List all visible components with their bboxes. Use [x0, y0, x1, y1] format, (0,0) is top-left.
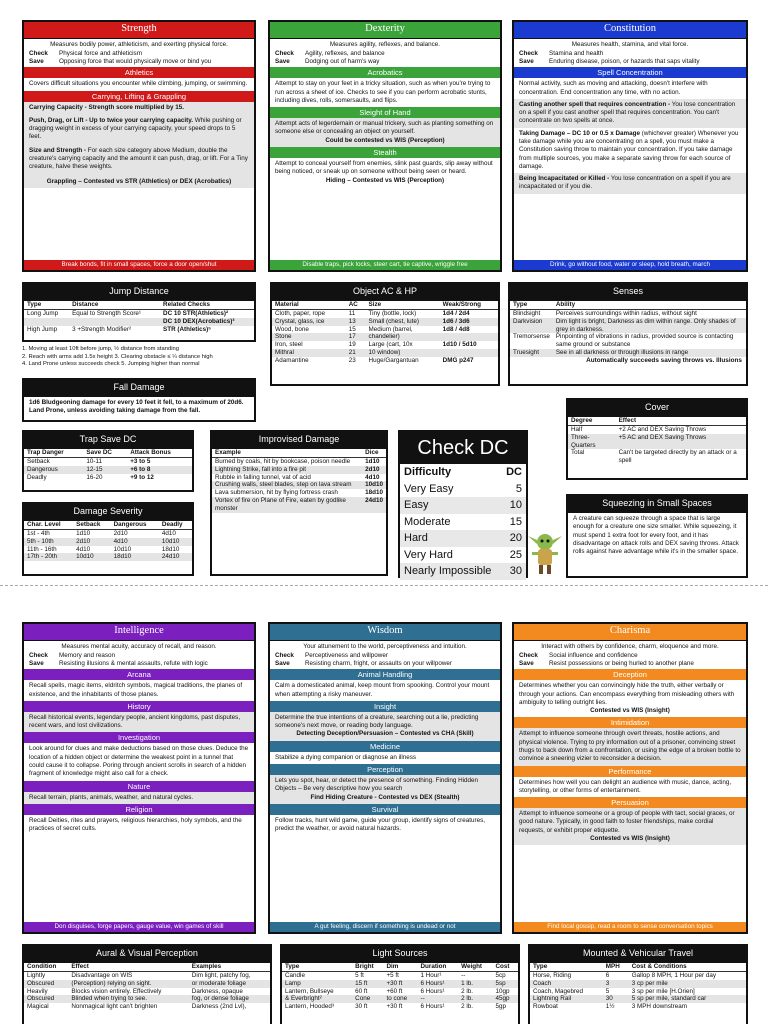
table-row: [568, 449, 746, 465]
table-cell: 15: [348, 325, 356, 333]
table-cell: +5 AC and DEX Saving Throws: [618, 433, 707, 441]
table-cell: 16-20: [86, 473, 103, 481]
table-cell: 5: [515, 482, 522, 495]
table-cell: High Jump: [27, 325, 58, 333]
table-cell: Setback: [27, 457, 50, 465]
table-header: Weight: [458, 963, 492, 971]
table-cell: Coach: [533, 979, 552, 987]
table-header: Examples: [189, 963, 270, 971]
table-cell: Large (cart, 10x: [368, 341, 413, 349]
table-row: [530, 971, 746, 979]
dexterity-title: Dexterity: [270, 22, 500, 39]
table-row: [530, 995, 746, 1003]
table-row: [400, 481, 526, 498]
table-cell: 3 +Strength Modifier²: [72, 325, 132, 333]
table-cell: 3 sp per mile [H.Orien]: [631, 987, 695, 995]
table-cell: 5 ft: [355, 971, 364, 979]
table-cell: 10d10: [76, 553, 94, 561]
table-row: [212, 481, 386, 489]
fall-damage-panel: Fall Damage 1d6 Bludgeoning damage for every 10 feet it fell, to a maximum of 20d6. Land Prone, unless avoiding taking damage from the fall.: [22, 378, 256, 422]
athletics-header: Athletics: [24, 67, 254, 78]
table-cell: +60 ft: [386, 987, 403, 995]
table-cell: 11th - 16th: [27, 545, 57, 553]
table-row: [282, 1003, 518, 1011]
table-cell: +9 to 12: [130, 473, 154, 481]
table-cell: 3 MPH downstream: [631, 1003, 687, 1011]
table-cell: +30 ft: [386, 1003, 403, 1011]
page-divider: [0, 585, 768, 586]
table-cell: 1d6 / 3d6: [442, 317, 470, 325]
check-dc-title: Check DC: [400, 432, 526, 464]
table-cell: See in all darkness or through illusions in range: [555, 349, 689, 357]
check-dc-table: [400, 464, 526, 580]
severity-table: [24, 521, 192, 561]
table-cell: +6 to 8: [130, 465, 151, 473]
table-row: [510, 318, 746, 334]
table-cell: 15: [509, 515, 522, 528]
table-cell: +2 AC and DEX Saving Throws: [618, 425, 707, 433]
table-row: [530, 1003, 746, 1011]
table-cell: Total: [571, 449, 585, 457]
table-cell: +30 ft: [386, 979, 403, 987]
dexterity-panel: Dexterity Measures agility, reflexes, and balance. Check Agility, reflexes, and balance Save Dodging out of harm's way Acrobatics Attempt to stay on your feet in a tricky situation, such as when you're trying to run across a sheet of ice. Checks to see if you can perform acrobatic stunts, including dives, rolls, somersaults, and flips. Sleight of Hand Attempt acts of legerdemain or manual trickery, such as planting something on someone else or concealing an object on yourself. Could be contested vs WIS (Perception) Stealth Attempt to conceal yourself from enemies, slink past guards, slip away without being noticed, or sneak up on someone without being seen or heard. Hiding – Contested vs WIS (Perception) Disable traps, pick locks, steer cart, tie captive, wriggle free: [268, 20, 502, 272]
table-row: [272, 349, 498, 357]
table-cell: 45gp: [495, 995, 510, 1003]
table-cell: Darkness (2nd Lvl),: [191, 1003, 247, 1011]
table-header: Dim: [383, 963, 417, 971]
table-cell: Dangerous: [27, 465, 58, 473]
table-cell: 5th - 10th: [27, 537, 54, 545]
table-cell: Lava submersion, hit by flying fortress crash: [215, 489, 338, 497]
table-cell: Small (chest, lute): [368, 317, 419, 325]
table-cell: & Everbright²: [285, 995, 322, 1003]
table-row: [400, 547, 526, 564]
sleight-text: Attempt acts of legerdemain or manual trickery, such as planting something on someone else or concealing an object on yourself. Could be contested vs WIS (Perception): [270, 118, 500, 147]
table-cell: 1 lb.: [461, 979, 474, 987]
concentration-header: Spell Concentration: [514, 67, 746, 78]
table-row: [24, 971, 270, 979]
table-cell: 2 lb.: [461, 995, 474, 1003]
table-cell: Long Jump: [27, 309, 59, 317]
table-cell: 3: [605, 979, 610, 987]
table-header: DC: [506, 466, 522, 478]
damage-severity-panel: Damage Severity Char. Level Setback Dangerous Deadly 1st - 4th 1d10 2d10 4d10 5th - 10th 2d10 4d10 10d10 11th - 16th 4d10 10d10 18d10 17th - 20th 10d10 18d10 24d10: [22, 502, 194, 576]
table-header: Duration: [417, 963, 458, 971]
table-header: Material: [272, 301, 346, 309]
table-row: [272, 318, 498, 326]
table-row: [24, 553, 192, 561]
table-cell: Lightning Rail: [533, 995, 572, 1003]
table-row: [24, 1003, 270, 1011]
table-cell: Stone: [275, 333, 292, 341]
table-cell: Lightning Strike, fall into a fire pit: [215, 465, 307, 473]
table-cell: chandelier): [368, 333, 400, 341]
improvised-damage-panel: Improvised Damage Example Dice Burned by coals, hit by bookcase, poison needle 1d10 Lightning Strike, fall into a fire pit 2d10 Rubble in falling tunnel, vat of acid 4d10 Crushing walls, steel blades, step on lava stream 10d10 Lava submersion, hit by flying fortress crash 18d10 Vortex of fire on Plane of Fire, eaten by godlike monster 24d10: [210, 430, 388, 576]
table-cell: [440, 333, 498, 341]
table-header: Distance: [69, 301, 160, 309]
table-cell: 2 lb.: [461, 987, 474, 995]
table-cell: Crushing walls, steel blades, step on lava stream: [215, 481, 352, 489]
trap-table: [24, 449, 192, 481]
table-cell: Can't be targeted directly by an attack or a spell: [618, 449, 737, 465]
table-cell: 4d10: [76, 545, 91, 553]
table-cell: Magical: [27, 1003, 49, 1011]
table-cell: 6: [605, 971, 610, 979]
table-cell: Pinpointing of vibrations in radius, provided source is contacting same ground or substance: [555, 333, 734, 349]
table-cell: Three-Quarters: [571, 433, 596, 449]
table-row: [510, 309, 746, 317]
table-cell: 6 Hours¹: [420, 1003, 445, 1011]
table-row: [400, 497, 526, 514]
table-cell: 60 ft: [355, 987, 368, 995]
table-row: [530, 980, 746, 988]
table-cell: Disadvantage on WIS: [71, 971, 133, 979]
light-sources-panel: Light Sources Type Bright Dim Duration Weight Cost Candle 5 ft +5 ft 1 Hour¹ -- 5cp Lamp 15 ft +30 ft 6 Hours¹ 1 lb. 5sp Lantern, Bullseye 60 ft +60 ft 6 Hours¹ 2 lb. 10gp & Everbright² Cone to cone -- 2 lb. 45gp Lantern, Hooded³ 30 ft +30 ft 6 Hours¹ 2 lb. 5gp: [280, 944, 520, 1024]
table-cell: Dim light is bright, Darkness as dim within range. Only shades of grey in darkness.: [555, 317, 736, 333]
improvised-table: [212, 449, 386, 513]
carry-header: Carrying, Lifting & Grappling: [24, 91, 254, 102]
jump-table: [24, 301, 254, 333]
table-cell: 10: [509, 499, 522, 511]
table-cell: 19: [348, 341, 356, 349]
table-cell: [24, 318, 69, 326]
table-cell: to cone: [386, 995, 408, 1003]
jump-notes: 1. Moving at least 10ft before jump, ½ distance from standing 2. Reach with arms add 1.5x height 3. Clearing obstacle ≤ ¼ distance high 4. Land Prone unless succeeds check 5. Jumping higher than normal: [22, 346, 213, 368]
table-cell: Tiny (bottle, lock): [368, 309, 417, 317]
table-header: Type: [24, 301, 69, 309]
table-cell: Cloth, paper, rope: [275, 309, 326, 317]
table-row: [24, 995, 270, 1003]
table-row: [282, 980, 518, 988]
table-cell: 2d10: [76, 537, 91, 545]
table-row: [400, 530, 526, 547]
table-cell: 10 window): [368, 349, 401, 357]
table-cell: 1d4 / 2d4: [442, 309, 470, 317]
goblin-mascot-icon: [528, 528, 562, 576]
stealth-text: Attempt to conceal yourself from enemies, slink past guards, slip away without being noticed, or sneak up on someone without being seen or heard. Hiding – Contested vs WIS (Perception): [275, 159, 493, 184]
table-cell: Obscured: [27, 995, 55, 1003]
table-header: Cost: [492, 963, 518, 971]
table-cell: Wood, bone: [275, 325, 309, 333]
table-header: Type: [530, 963, 603, 971]
trap-save-panel: Trap Save DC Trap Danger Save DC Attack Bonus Setback 10-11 +3 to 5 Dangerous 12-15 +6 to 8 Deadly 16-20 +9 to 12: [22, 430, 194, 492]
travel-panel: Mounted & Vehicular Travel Type MPH Cost & Conditions Horse, Riding 6 Gallop 8 MPH, 1 Hour per day Coach 3 3 cp per mile Coach, Magebred 5 3 sp per mile [H.Orien] Lightning Rail 30 5 sp per mile, standard car Rowboat 1½ 3 MPH downstream: [528, 944, 748, 1024]
table-cell: --: [461, 971, 466, 979]
cover-table: [568, 417, 746, 465]
table-cell: 25: [509, 548, 522, 561]
table-row: [24, 474, 192, 482]
table-header: Char. Level: [24, 521, 73, 529]
table-cell: fog, or dense foliage: [191, 995, 249, 1003]
table-row: [568, 425, 746, 433]
table-row: [24, 457, 192, 465]
table-cell: Tremorsense: [513, 333, 550, 341]
table-row: [510, 349, 746, 357]
table-row: [24, 529, 192, 537]
table-header: AC: [346, 301, 366, 309]
table-row: [24, 466, 192, 474]
table-header: Degree: [568, 417, 616, 425]
table-cell: Easy: [404, 499, 429, 511]
grapple-rule: Grappling – Contested vs STR (Athletics) or DEX (Acrobatics): [46, 177, 232, 185]
table-row: [24, 309, 254, 317]
table-cell: Obscured: [27, 979, 55, 987]
table-row: [24, 318, 254, 326]
dexterity-description: Measures agility, reflexes, and balance.: [329, 41, 441, 48]
table-row: [212, 497, 386, 513]
table-cell: 10-11: [86, 457, 103, 465]
table-cell: +5 ft: [386, 971, 399, 979]
acrobatics-header: Acrobatics: [270, 67, 500, 78]
squeezing-panel: Squeezing in Small Spaces A creature can squeeze through a space that is large enough for a creature one size smaller. While squeezing, it must spend 1 extra foot for every foot, and it has disadvantage on attack rolls and DEX saving throws. Attack rolls against have advantage while it's in the smaller space.: [566, 494, 748, 578]
table-cell: 1st - 4th: [27, 529, 50, 537]
table-cell: 12-15: [86, 465, 103, 473]
table-cell: DC 10 STR(Athletics)²: [163, 309, 229, 317]
table-header: Condition: [24, 963, 68, 971]
table-header: Deadly: [159, 521, 192, 529]
table-header: Related Checks: [160, 301, 254, 309]
table-cell: Vortex of fire on Plane of Fire, eaten by godlike monster: [215, 497, 346, 513]
table-cell: 15 ft: [355, 979, 368, 987]
table-cell: 3 cp per mile: [631, 979, 668, 987]
table-cell: Medium (barrel,: [368, 325, 413, 333]
table-cell: Darkvision: [513, 317, 543, 325]
dexterity-footer: Disable traps, pick locks, steer cart, tie captive, wriggle free: [270, 260, 500, 270]
table-cell: 24d10: [365, 497, 383, 505]
table-cell: 10gp: [495, 987, 510, 995]
table-row: [212, 489, 386, 497]
table-cell: Huge/Gargantuan: [368, 357, 419, 365]
table-cell: 1d8 / 4d8: [442, 325, 470, 333]
table-cell: Iron, steel: [275, 341, 303, 349]
table-cell: STR (Athletics)⁵: [163, 325, 212, 333]
cover-panel: Cover Degree Effect Half +2 AC and DEX Saving Throws Three-Quarters +5 AC and DEX Saving Throws Total Can't be targeted directly by an attack or a spell: [566, 398, 748, 480]
table-cell: 30: [605, 995, 613, 1003]
table-cell: 1 Hour¹: [420, 971, 442, 979]
table-row: [530, 988, 746, 996]
table-header: Effect: [616, 417, 746, 425]
table-row: [24, 980, 270, 988]
table-cell: or moderate foliage: [191, 979, 247, 987]
table-cell: 23: [348, 357, 356, 365]
table-header: Dangerous: [111, 521, 159, 529]
table-cell: Half: [571, 425, 583, 433]
table-row: [568, 434, 746, 450]
table-cell: Coach, Magebred: [533, 987, 584, 995]
wisdom-panel: Wisdom Your attunement to the world, perceptiveness and intuition. Check Perceptiveness and willpower Save Resisting charm, fright, or assaults on your willpower Animal Handling Calm a domesticated animal, keep mount from spooking. Control your mount when attempting a risky maneuver. Insight Determine the true intentions of a creature, searching out a lie, predicting someone's next move, or reading body language. Detecting Deception/Persuasion – Contested vs CHA (Skill) Medicine Stabilize a dying companion or diagnose an illness Perception Lets you spot, hear, or detect the presence of something. Finding Hidden Objects – Be very descriptive how you search Find Hiding Creature - Contested vs DEX (Stealth) Survival Follow tracks, hunt wild game, guide your group, identify signs of creatures, predict the weather, or avoid natural hazards. A gut feeling, discern if something is undead or not: [268, 622, 502, 934]
table-header: Dice: [362, 449, 386, 457]
table-cell: Nearly Impossible: [404, 565, 492, 577]
strength-check-save: Check Physical force and athleticism Save Opposing force that would physically move or bind you: [29, 49, 212, 66]
table-cell: 20: [509, 532, 522, 544]
table-cell: Mithral: [275, 349, 294, 357]
table-cell: DC 10 DEX(Acrobatics)³: [163, 317, 235, 325]
table-header: Weak/Strong: [440, 301, 498, 309]
table-cell: 4d10: [365, 473, 380, 481]
table-row: [400, 514, 526, 531]
table-cell: Horse, Riding: [533, 971, 572, 979]
table-cell: Perceives surroundings within radius, without sight: [555, 309, 697, 317]
table-cell: Blocks vision entirely. Effectively: [71, 987, 162, 995]
table-cell: Equal to Strength Score¹: [72, 309, 142, 317]
table-cell: 2d10: [365, 465, 380, 473]
object-ac-panel: Object AC & HP Material AC Size Weak/Strong Cloth, paper, rope 11 Tiny (bottle, lock) 1d4 / 2d4 Crystal, glass, ice 13 Small (chest, lute) 1d6 / 3d6 Wood, bone 15 Medium (barrel, 1d8 / 4d8 Stone 17 chandelier) Iron, steel 19 Large (cart, 10x 1d10 / 5d10 Mithral 21 10 window) Adamantine 23 Huge/Gargantuan DMG p247: [270, 282, 500, 386]
charisma-panel: Charisma Interact with others by confidence, charm, eloquence and more. Check Social influence and confidence Save Resist possessions or being hurled to another plane Deception Determines whether you can convincingly hide the truth, either verbally or through your actions. Can encompass everything from misleading others with ambiguity to telling outright lies. Contested vs WIS (Insight) Intimidation Attempt to influence someone through overt threats, hostile actions, and physical violence. Trying to pry information out of a prisoner, convincing street thugs to back down from a confrontation, or using the edge of a broken bottle to convince a sneering vizier to reconsider a decision. Performance Determines how well you can delight an audience with music, dance, acting, storytelling, or other forms of entertainment. Persuasion Attempt to influence someone or a group of people with tact, social graces, or good nature. Typically, in good faith to foster friendships, make cordial requests, or exhibit proper etiquette. Contested vs WIS (Insight) Find local gossip, read a room to sense conversation topics: [512, 622, 748, 934]
table-cell: Nonmagical light can't brighten: [71, 1003, 158, 1011]
table-cell: 30 ft: [355, 1003, 368, 1011]
table-cell: Rubble in falling tunnel, vat of acid: [215, 473, 311, 481]
table-cell: Rowboat: [533, 1003, 558, 1011]
table-header: Setback: [73, 521, 110, 529]
table-cell: Hard: [404, 532, 428, 544]
table-cell: 18d10: [161, 545, 180, 553]
table-cell: Moderate: [404, 515, 451, 528]
table-header: Example: [212, 449, 362, 457]
constitution-panel: Constitution Measures health, stamina, and vital force. Check Stamina and health Save Enduring disease, poison, or hazards that saps vitality Spell Concentration Normal activity, such as moving and attacking, doesn't interfere with concentration. End concentration any time, with no action. Casting another spell that requires concentration - You lose concentration on a spell if you cast another spell that requires concentration. You can't concentrate on two spells at once. Taking Damage – DC 10 or 0.5 x Damage (whichever greater) Whenever you take damage while you are concentrating on a spell, you must make a Constitution saving throw to maintain your concentration. If you take damage from multiple sources, you make a separate saving throw for each source of damage. Being Incapacitated or Killed - You lose concentration on a spell if you are incapacitated or if you die. Drink, go without food, water or sleep, hold breath, march: [512, 20, 748, 272]
table-cell: 10d10: [113, 545, 132, 553]
table-cell: 30: [509, 565, 522, 577]
table-row: [212, 457, 386, 465]
table-cell: 2 lb.: [461, 1003, 474, 1011]
table-cell: Heavily: [27, 987, 48, 995]
table-header: Bright: [352, 963, 383, 971]
table-header: Ability: [553, 301, 746, 309]
table-header: Trap Danger: [24, 449, 83, 457]
table-cell: [69, 318, 160, 326]
table-row: [212, 466, 386, 474]
table-header: Save DC: [83, 449, 127, 457]
table-cell: DMG p247: [442, 357, 474, 365]
table-row: [212, 474, 386, 482]
table-cell: 2d10: [113, 529, 128, 537]
table-cell: 1d10: [76, 529, 91, 537]
table-cell: 21: [348, 349, 356, 357]
table-row: [24, 988, 270, 996]
table-cell: 18d10: [365, 489, 383, 497]
table-header: Size: [366, 301, 440, 309]
table-cell: Blinded when trying to see.: [71, 995, 147, 1003]
table-cell: Truesight: [513, 349, 540, 357]
carry-text: Carrying Capacity - Strength score multiplied by 15. Push, Drag, or Lift - Up to twice your carrying capacity. While pushing or dragging weight in excess of your carrying capacity, your speed drops to 5 feet. Size and Strength - For each size category above Medium, double the creature's carrying capacity and the amount it can push, drag, or lift. For a Tiny creature, halve these weights. Grappling – Contested vs STR (Athletics) or DEX (Acrobatics): [24, 102, 254, 188]
table-cell: 5sp: [495, 979, 506, 987]
table-cell: 4d10: [161, 529, 176, 537]
acrobatics-text: Attempt to stay on your feet in a tricky situation, such as when you're trying to run across a sheet of ice. Checks to see if you can perform acrobatic stunts, including dives, rolls, somersaults, and flips.: [275, 80, 491, 104]
strength-footer: Break bonds, fit in small spaces, force a door open/shut: [24, 260, 254, 270]
table-cell: Very Easy: [404, 482, 454, 495]
intelligence-panel: Intelligence Measures mental acuity, accuracy of recall, and reason. Check Memory and reason Save Resisting illusions & mental assaults, refute with logic Arcana Recall spells, magic items, eldritch symbols, magical traditions, the planes of existence, and the inhabitants of those planes. History Recall historical events, legendary people, ancient kingdoms, past disputes, recent wars, and lost civilizations. Investigation Look around for clues and make deductions based on those clues. Deduce the location of a hidden object or determine the weakest point in a tunnel that could cause it to collapse. Poring through ancient scrolls in search of a hidden fragment of knowledge might also call for a check. Nature Recall terrain, plants, animals, weather, and natural cycles. Religion Recall Deities, rites and prayers, religious hierarchies, holy symbols, and the practices of secret cults. Don disguises, forge papers, gauge value, win games of skill: [22, 622, 256, 934]
stealth-header: Stealth: [270, 147, 500, 158]
table-cell: Gallop 8 MPH, 1 Hour per day: [631, 971, 717, 979]
table-header: Type: [282, 963, 352, 971]
athletics-text: Covers difficult situations you encounter while climbing, jumping, or swimming.: [29, 80, 248, 88]
table-cell: 10d10: [365, 481, 383, 489]
table-cell: 17th - 20th: [27, 553, 58, 561]
table-row: [272, 309, 498, 317]
table-cell: Very Hard: [404, 548, 453, 561]
table-cell: 5 sp per mile, standard car: [631, 995, 707, 1003]
table-cell: Adamantine: [275, 357, 309, 365]
table-row: [282, 995, 518, 1003]
sleight-header: Sleight of Hand: [270, 107, 500, 118]
table-cell: 5: [605, 987, 610, 995]
table-header: Effect: [68, 963, 188, 971]
table-cell: Lamp: [285, 979, 301, 987]
table-cell: Blindsight: [513, 309, 541, 317]
table-cell: (Perception) relying on sight.: [71, 979, 152, 987]
table-cell: 13: [348, 317, 356, 325]
table-cell: Dim light, patchy fog,: [191, 971, 251, 979]
jump-distance-panel: Jump Distance Type Distance Related Checks Long Jump Equal to Strength Score¹ DC 10 STR(Athletics)² DC 10 DEX(Acrobatics)³ High Jump 3 +Strength Modifier² STR (Athletics)⁵: [22, 282, 256, 342]
table-cell: 10d10: [161, 537, 180, 545]
constitution-title: Constitution: [514, 22, 746, 39]
table-cell: 18d10: [113, 553, 132, 561]
table-cell: 4d10: [113, 537, 128, 545]
table-row: [272, 341, 498, 349]
object-ac-table: [272, 301, 498, 365]
table-cell: 1d10: [365, 457, 380, 465]
table-cell: 1d10 / 5d10: [442, 341, 477, 349]
table-cell: +3 to 5: [130, 457, 151, 465]
travel-table: [530, 963, 746, 1011]
table-cell: [440, 349, 498, 357]
table-row: [282, 988, 518, 996]
table-cell: Candle: [285, 971, 305, 979]
senses-table: [510, 301, 746, 357]
table-cell: Lantern, Bullseye: [285, 987, 334, 995]
table-cell: 1½: [605, 1003, 615, 1011]
strength-panel: [22, 20, 256, 272]
table-row: [24, 538, 192, 546]
table-cell: 24d10: [161, 553, 180, 561]
strength-description: Measures bodily power, athleticism, and exerting physical force.: [50, 41, 228, 48]
table-header: Difficulty: [404, 466, 452, 478]
table-header: Cost & Conditions: [629, 963, 746, 971]
table-row: [272, 333, 498, 341]
table-row: [24, 546, 192, 554]
table-cell: --: [420, 995, 425, 1003]
table-cell: Darkness, opaque: [191, 987, 243, 995]
table-row: [272, 357, 498, 365]
table-row: [510, 333, 746, 349]
table-cell: Burned by coals, hit by bookcase, poison needle: [215, 457, 351, 465]
table-header: Attack Bonus: [127, 449, 192, 457]
table-cell: 6 Hours¹: [420, 987, 445, 995]
table-cell: Lantern, Hooded³: [285, 1003, 335, 1011]
table-cell: Lightly: [27, 971, 46, 979]
table-cell: 5cp: [495, 971, 506, 979]
table-row: [24, 326, 254, 334]
table-cell: 5gp: [495, 1003, 506, 1011]
strength-title: Strength: [24, 22, 254, 39]
table-row: [272, 326, 498, 334]
table-header: MPH: [603, 963, 629, 971]
table-header: Type: [510, 301, 553, 309]
senses-panel: Senses Type Ability Blindsight Perceives surroundings within radius, without sight Darkvision Dim light is bright, Darkness as dim within range. Only shades of grey in darkness. Tremorsense Pinpointing of vibrations in radius, provided source is contacting same ground or substance Truesight See in all darkness or through illusions in range Automatically succeeds saving throws vs. Illusions: [508, 282, 748, 386]
aural-visual-panel: Aural & Visual Perception Condition Effect Examples Lightly Disadvantage on WIS Dim light, patchy fog, Obscured (Perception) relying on sight. or moderate foliage Heavily Blocks vision entirely. Effectively Darkness, opaque Obscured Blinded when trying to see. fog, or dense foliage Magical Nonmagical light can't brighten Darkness (2nd Lvl),: [22, 944, 272, 1024]
check-dc-panel: [398, 430, 528, 578]
table-cell: 11: [348, 309, 356, 317]
table-row: [400, 563, 526, 580]
table-cell: 17: [348, 333, 356, 341]
table-cell: Crystal, glass, ice: [275, 317, 325, 325]
light-table: [282, 963, 518, 1011]
table-cell: Cone: [355, 995, 371, 1003]
table-row: [282, 971, 518, 979]
aural-table: [24, 963, 270, 1011]
table-cell: Deadly: [27, 473, 47, 481]
table-cell: 6 Hours¹: [420, 979, 445, 987]
